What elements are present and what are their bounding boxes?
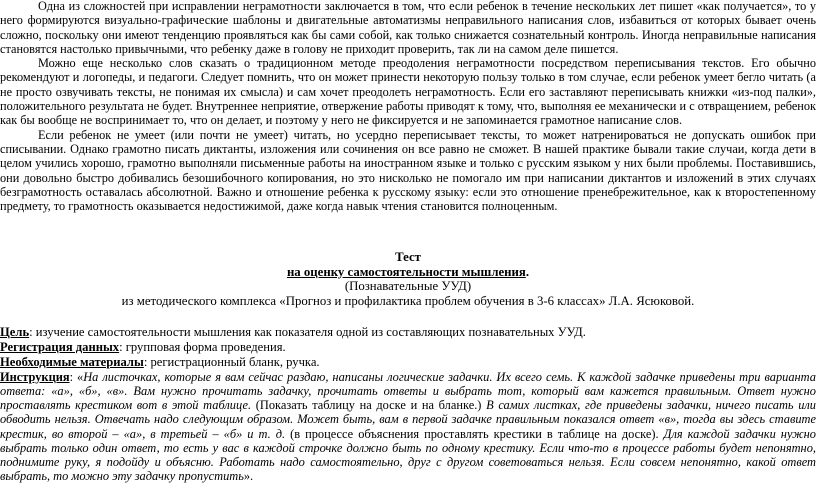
instruction-part-2: В самих листках, где приведены задачки, ничего писать или обводить нельзя. Отвечать надо следующим образом. Может быть, вам в первой задачке правильным показался ответ «в», тогда вы здесь ставите крестик, во второй – «а», в третьей – «б» и т. д.	[0, 398, 816, 441]
test-header	[0, 238, 816, 308]
test-source: из методического комплекса «Прогноз и профилактика проблем обучения в 3-6 классах» Л.А. Ясюковой.	[121, 293, 695, 308]
materials-label: Необходимые материалы	[0, 355, 144, 370]
registration-line	[0, 340, 816, 355]
materials-text: : регистрационный бланк, ручка.	[143, 355, 320, 370]
test-title: Тест	[395, 250, 421, 265]
test-subtitle-dot: .	[525, 264, 530, 279]
paragraph-2: Можно еще несколько слов сказать о традиционном методе преодоления неграмотности посредством переписывания текстов. Его обычно рекомендуют и логопеды, и педагоги. Следует помнить, что он может принести некоторую пользу только в том случае, если ребенок умеет бегло читать (а не просто озвучивать тексты, не понимая их смысла) и сам хочет преодолеть неграмотность. Если его заставляют переписывать книжки «из-под палки», положительного результата не будет. Внутреннее неприятие, отвержение работы приводят к тому, что, выполняя ее механически и с отвращением, ребенок как бы вообще не воспринимает то, что он делает, и поэтому у него не фиксируется и не запоминается грамотное написание слов.	[0, 56, 816, 128]
instruction-sep: : «	[69, 369, 84, 384]
goal-label: Цель	[0, 325, 30, 340]
test-subtitle-line	[0, 265, 816, 280]
registration-label: Регистрация данных	[0, 340, 120, 355]
instruction-note-1: (Показать таблицу на доске и на бланке.)	[251, 398, 487, 413]
instruction-part-1: На листочках, которые я вам сейчас раздаю, написаны логические задачки. Их всего семь. К каждой задачке приведены три варианта ответа: «а», «б», «в». Вам нужно прочитать задачку, прочитать ответы и выбрать тот, который вам кажется правильным. Ответ нужно проставлять крестиком вот в этой таблице.	[0, 369, 816, 413]
instruction-part-3: Для каждой задачки нужно выбрать только один ответ, то есть у вас в каждой строчке должно быть по одному крестику. Если что-то в процессе работы будет непонятно, поднимите руку, я подойду и объясню. Работать надо самостоятельно, друг с другом советоваться нельзя. Если совсем непонятно, какой ответ выбрать, то можно эту задачку пропустить	[0, 426, 816, 484]
goal-text: изучение самостоятельности мышления как показателя одной из составляющих познавательных УУД.	[35, 325, 586, 340]
test-uud: (Познавательные УУД)	[344, 279, 472, 294]
paragraph-3: Если ребенок не умеет (или почти не умеет) читать, но усердно переписывает тексты, то может натренироваться не допускать ошибок при списывании. Однако грамотно писать диктанты, изложения или сочинения он все равно не сможет. В нашей практике бывали такие случаи, когда дети в целом учились хорошо, грамотно выполняли письменные работы на иностранном языке и только с русским языком у них были проблемы. Поставившись, они довольно быстро добивались безошибочного копирования, но это нисколько не помогало им при написании диктантов и изложений в этих случаях безграмотность оставалась абсолютной. Важно и отношение ребенка к русскому языку: если это отношение пренебрежительное, как к второстепенному предмету, то грамотность оказывается недостижимой, даже когда навык чтения становится полноценным.	[0, 127, 816, 214]
materials-line	[0, 355, 816, 370]
goal-line	[0, 325, 816, 340]
goal-sep: :	[29, 325, 36, 340]
paragraph-1: Одна из сложностей при исправлении неграмотности заключается в том, что если ребенок в течение нескольких лет пишет «как получается», то у него формируются визуально-графические шаблоны и двигательные автоматизмы неправильного написания слов, избавиться от которых бывает очень сложно, поскольку они имеют тенденцию проявляться как бы сами собой, как только снижается сознательный контроль. Иногда неправильные написания становятся настолько привычными, что ребенку даже в голову не приходит проверить, так ли на самом деле пишется.	[0, 0, 816, 56]
instruction-label: Инструкция	[0, 369, 70, 384]
test-subtitle: на оценку самостоятельности мышления	[286, 264, 526, 279]
instruction-note-2: (в процессе объяснения проставлять крестики в таблице на доске).	[285, 426, 664, 441]
intro-text	[0, 0, 816, 213]
instruction-paragraph	[0, 370, 816, 484]
instruction-end: ».	[243, 469, 254, 484]
registration-text: : групповая форма проведения.	[119, 340, 286, 355]
